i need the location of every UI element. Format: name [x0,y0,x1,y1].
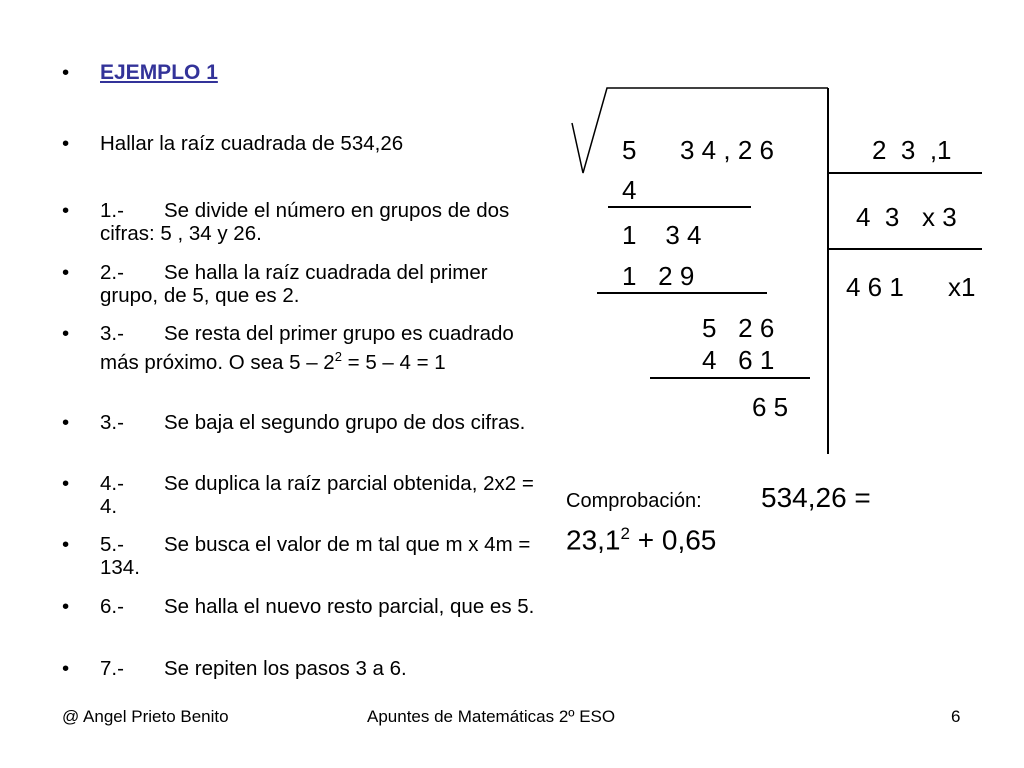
step-number: 3.- [100,322,124,345]
bullet-dot: • [62,322,70,345]
step-number: 1.- [100,199,124,222]
exponent: 2 [334,349,342,364]
auxiliary-1: 4 3 [856,202,900,232]
bullet-dot: • [62,61,70,84]
bullet-text: Se halla la raíz cuadrada del primer grupo, de 5, que es 2. [100,261,488,307]
remainder-1: 1 3 4 [622,220,702,250]
bullet-dot: • [62,199,70,222]
slide-title: EJEMPLO 1 [100,61,218,84]
step-number: 2.- [100,261,124,284]
bullet-text-end: = 5 – 4 = 1 [341,350,446,374]
exponent: 2 [620,524,630,543]
remainder-2: 5 2 6 [702,313,775,343]
bullet-text: Se resta del primer grupo es cuadrado más próximo. O sea 5 – 2 [100,322,514,374]
step-number: 4.- [100,472,124,495]
footer-page-number: 6 [951,707,961,726]
step-number: 6.- [100,595,124,618]
bullet-dot: • [62,533,70,556]
bullet-text: Se halla el nuevo resto parcial, que es 5. [164,595,535,618]
bullet-dot: • [62,472,70,495]
radicand-first-group: 5 [622,135,637,165]
root-result: 2 3 ,1 [872,135,952,165]
bullet-dot: • [62,132,70,155]
root-divider-vertical [827,88,829,454]
root-underline-2 [828,248,982,250]
subtraction-line-2 [597,292,767,294]
subtrahend-3: 4 6 1 [702,345,775,375]
root-underline-1 [828,172,982,174]
bullet-text: Se baja el segundo grupo de dos cifras. [164,411,526,434]
bullet-dot: • [62,595,70,618]
verification-equation-left: 534,26 = [761,482,871,513]
bullet-text: Se busca el valor de m tal que m x 4m = 134. [100,533,531,579]
bullet-text: Se duplica la raíz parcial obtenida, 2x2 = 4. [100,472,534,518]
footer-author: @ Angel Prieto Benito [62,707,229,726]
auxiliary-2: 4 6 1 [846,272,904,302]
bullet-dot: • [62,411,70,434]
subtraction-line-3 [650,377,810,379]
auxiliary-2-multiplier: x1 [948,272,976,302]
subtraction-line-1 [608,206,751,208]
bullet-text: Se repiten los pasos 3 a 6. [164,657,407,680]
verification-label: Comprobación: [566,490,702,512]
bullet-dot: • [62,261,70,284]
bullet-text: Se divide el número en grupos de dos cifras: 5 , 34 y 26. [100,199,510,245]
subtrahend-2: 1 2 9 [622,261,695,291]
subtrahend-1: 4 [622,175,637,205]
auxiliary-1-multiplier: x 3 [922,202,957,232]
verification-equation-right: $23,1^2 + 0,65$ [566,524,717,556]
remainder-3: 6 5 [752,392,789,422]
bullet-text: Hallar la raíz cuadrada de 534,26 [100,132,404,155]
radicand-rest: 3 4 , 2 6 [680,135,774,165]
footer-course: Apuntes de Matemáticas 2º ESO [367,707,616,726]
step-number: 5.- [100,533,124,556]
step-number: 7.- [100,657,124,680]
bullet-dot: • [62,657,70,680]
step-number: 3.- [100,411,124,434]
